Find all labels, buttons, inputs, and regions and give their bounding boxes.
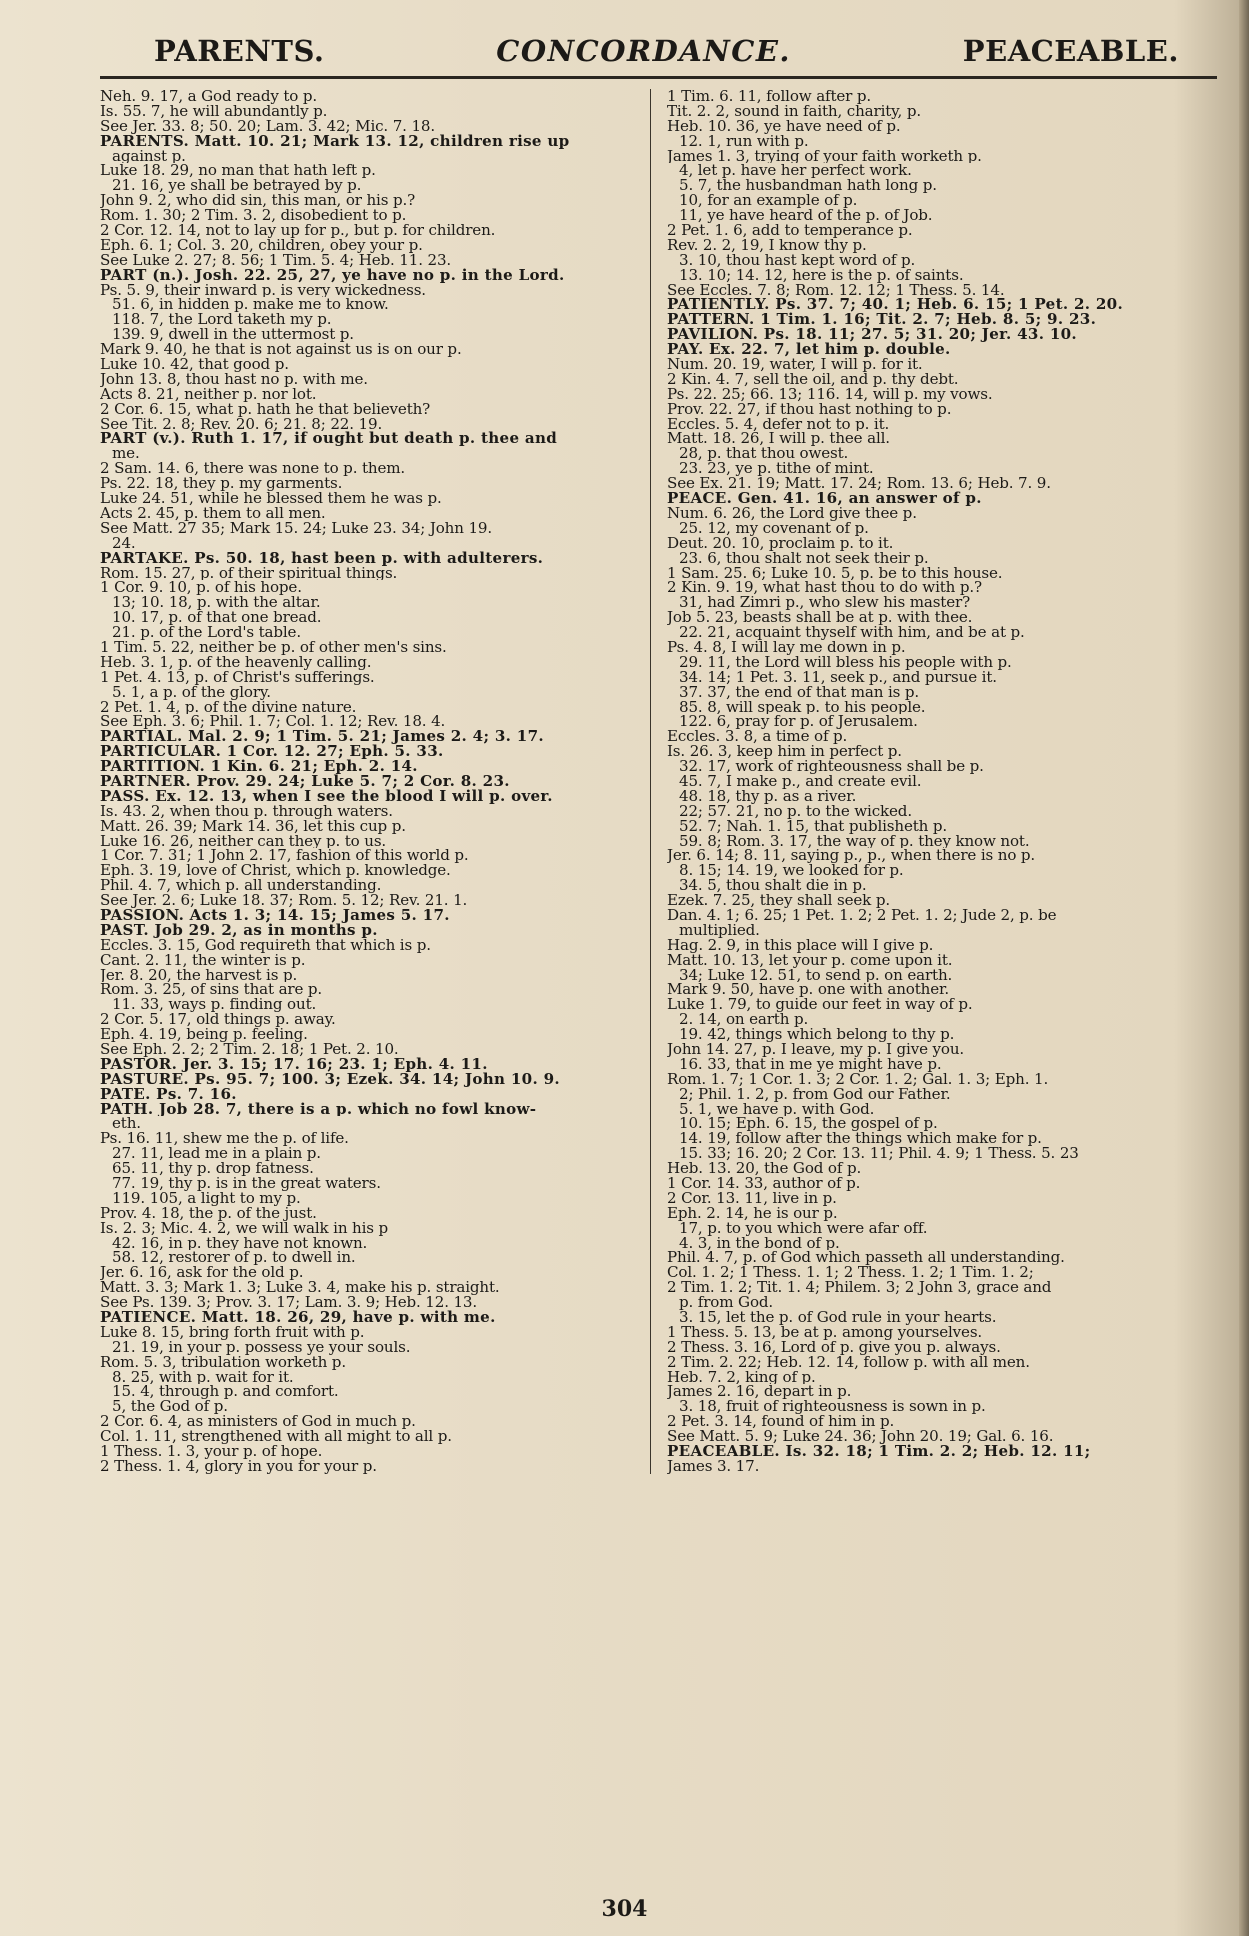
entry-line: Col. 1. 2; 1 Thess. 1. 1; 2 Thess. 1. 2; 1 Tim. 1. 2; — [667, 1265, 1034, 1281]
entry-line: 139. 9, dwell in the uttermost p. — [112, 327, 354, 343]
entry-line: Mark 9. 50, have p. one with another. — [667, 982, 950, 998]
entry-line: 42. 16, in p. they have not known. — [112, 1235, 368, 1251]
entry-line: Rom. 3. 25, of sins that are p. — [100, 982, 323, 998]
entry-line: 2. 14, on earth p. — [679, 1012, 809, 1028]
entry-line: Hag. 2. 9, in this place will I give p. — [667, 937, 934, 953]
entry-line: 2; Phil. 1. 2, p. from God our Father. — [679, 1086, 951, 1102]
entry-line: James 2. 16, depart in p. — [667, 1384, 852, 1400]
entry-line: 4, let p. have her perfect work. — [679, 163, 912, 179]
right-column — [650, 89, 1227, 1474]
entry-line: 1 Tim. 6. 11, follow after p. — [667, 89, 872, 104]
entry-line: Phil. 4. 7, p. of God which passeth all understanding. — [667, 1250, 1065, 1266]
entry-line: 24. — [112, 535, 136, 551]
entry-line: against p. — [112, 148, 186, 164]
entry-line: 13; 10. 18, p. with the altar. — [112, 595, 321, 611]
entry-line: 4. 3, in the bond of p. — [679, 1235, 840, 1251]
entry-line: 15. 33; 16. 20; 2 Cor. 13. 11; Phil. 4. 9; 1 Thess. 5. 23 — [679, 1146, 1079, 1162]
entry-line: Ps. 22. 18, they p. my garments. — [100, 476, 343, 492]
entry-line: 21. 19, in your p. possess ye your souls. — [112, 1339, 411, 1355]
entry-line: 45. 7, I make p., and create evil. — [679, 773, 922, 789]
entry-line: 28, p. that thou owest. — [679, 446, 849, 462]
entry-line: 11. 33, ways p. finding out. — [112, 997, 317, 1013]
entry-line: 77. 19, thy p. is in the great waters. — [112, 1176, 381, 1191]
entry-line: Ps. 16. 11, shew me the p. of life. — [100, 1131, 349, 1147]
entry-line: See Tit. 2. 8; Rev. 20. 6; 21. 8; 22. 19. — [100, 416, 383, 432]
entry-line: Cant. 2. 11, the winter is p. — [100, 952, 306, 968]
header-left-guide-word: PARENTS. — [154, 34, 325, 68]
entry-line: Ps. 5. 9, their inward p. is very wickedness. — [100, 282, 426, 298]
entry-line: Ps. 22. 25; 66. 13; 116. 14, will p. my vows. — [667, 386, 993, 402]
entry-line: Mark 9. 40, he that is not against us is on our p. — [100, 342, 462, 358]
entry-line: 2 Cor. 6. 4, as ministers of God in much p. — [100, 1414, 416, 1430]
entry-line: Jer. 6. 14; 8. 11, saying p., p., when there is no p. — [667, 848, 1036, 864]
entry-line: PATTERN. 1 Tim. 1. 16; Tit. 2. 7; Heb. 8. 5; 9. 23. — [667, 312, 1097, 328]
entry-line: Col. 1. 11, strengthened with all might to all p. — [100, 1429, 452, 1445]
entry-line: Heb. 3. 1, p. of the heavenly calling. — [100, 654, 372, 670]
entry-line: me. — [112, 446, 140, 462]
entry-line: 2 Cor. 6. 15, what p. hath he that believeth? — [100, 401, 431, 417]
entry-line: Neh. 9. 17, a God ready to p. — [100, 89, 318, 104]
entry-line: 2 Sam. 14. 6, there was none to p. them. — [100, 461, 406, 477]
entry-line: 31, had Zimri p., who slew his master? — [679, 595, 971, 611]
entry-line: 34. 14; 1 Pet. 3. 11, seek p., and pursue it. — [679, 669, 997, 685]
entry-line: See Jer. 2. 6; Luke 18. 37; Rom. 5. 12; Rev. 21. 1. — [100, 893, 468, 908]
entry-line: PATIENTLY. Ps. 37. 7; 40. 1; Heb. 6. 15; 1 Pet. 2. 20. — [667, 297, 1124, 313]
entry-line: PARTITION. 1 Kin. 6. 21; Eph. 2. 14. — [100, 759, 418, 774]
entry-line: PATH. Job 28. 7, there is a p. which no fowl know- — [100, 1101, 537, 1117]
entry-line: 11, ye have heard of the p. of Job. — [679, 208, 933, 224]
entry-line: 10. 15; Eph. 6. 15, the gospel of p. — [679, 1116, 938, 1132]
entry-line: 29. 11, the Lord will bless his people with p. — [679, 654, 1012, 670]
entry-line: PAVILION. Ps. 18. 11; 27. 5; 31. 20; Jer. 43. 10. — [667, 327, 1077, 343]
entry-line: 1 Pet. 4. 13, p. of Christ's sufferings. — [100, 669, 375, 685]
entry-line: Deut. 20. 10, proclaim p. to it. — [667, 535, 894, 551]
entry-line: 51. 6, in hidden p. make me to know. — [112, 297, 389, 313]
entry-line: Rom. 1. 30; 2 Tim. 3. 2, disobedient to p. — [100, 208, 407, 224]
entry-line: 8. 25, with p. wait for it. — [112, 1369, 294, 1385]
entry-line: PASTOR. Jer. 3. 15; 17. 16; 23. 1; Eph. 4. 11. — [100, 1056, 488, 1072]
entry-line: Rom. 15. 27, p. of their spiritual things. — [100, 565, 398, 581]
entry-line: 32. 17, work of righteousness shall be p. — [679, 759, 984, 774]
entry-line: 23. 23, ye p. tithe of mint. — [679, 461, 874, 477]
entry-line: PATE. Ps. 7. 16. — [100, 1086, 237, 1102]
entry-line: PEACE. Gen. 41. 16, an answer of p. — [667, 491, 982, 506]
entry-line: Is. 43. 2, when thou p. through waters. — [100, 803, 393, 819]
entry-line: 16. 33, that in me ye might have p. — [679, 1056, 942, 1072]
entry-line: PARTNER. Prov. 29. 24; Luke 5. 7; 2 Cor. 8. 23. — [100, 773, 510, 789]
entry-line: 58. 12, restorer of p. to dwell in. — [112, 1250, 356, 1266]
entry-line: Matt. 26. 39; Mark 14. 36, let this cup p. — [100, 818, 406, 834]
entry-line: 8. 15; 14. 19, we looked for p. — [679, 863, 904, 879]
entry-line: 5. 1, we have p. with God. — [679, 1101, 875, 1117]
entry-line: 22; 57. 21, no p. to the wicked. — [679, 803, 912, 819]
entry-line: Luke 16. 26, neither can they p. to us. — [100, 833, 387, 849]
entry-line: 118. 7, the Lord taketh my p. — [112, 312, 332, 328]
entry-line: Ezek. 7. 25, they shall seek p. — [667, 893, 890, 908]
entry-line: Eph. 4. 19, being p. feeling. — [100, 1027, 308, 1042]
header-title: CONCORDANCE. — [496, 34, 792, 68]
entry-line: Ps. 4. 8, I will lay me down in p. — [667, 639, 906, 655]
entry-line: Rom. 5. 3, tribulation worketh p. — [100, 1354, 346, 1370]
entry-line: John 9. 2, who did sin, this man, or his p.? — [100, 193, 416, 209]
entry-line: 1 Sam. 25. 6; Luke 10. 5, p. be to this house. — [667, 565, 1003, 581]
entry-line: Eccles. 3. 8, a time of p. — [667, 729, 848, 745]
entry-line: Is. 2. 3; Mic. 4. 2, we will walk in his p — [100, 1220, 389, 1236]
entry-line: Phil. 4. 7, which p. all understanding. — [100, 878, 382, 894]
entry-line: Matt. 18. 26, I will p. thee all. — [667, 431, 890, 447]
entry-line: 3. 15, let the p. of God rule in your hearts. — [679, 1310, 997, 1325]
entry-line: 2 Pet. 1. 6, add to temperance p. — [667, 223, 913, 238]
entry-line: PASS. Ex. 12. 13, when I see the blood I will p. over. — [100, 788, 553, 804]
entry-line: 10. 17, p. of that one bread. — [112, 610, 322, 626]
entry-line: James 3. 17. — [667, 1458, 760, 1474]
entry-line: Is. 26. 3, keep him in perfect p. — [667, 744, 902, 760]
entry-line: 5. 1, a p. of the glory. — [112, 684, 271, 700]
entry-line: John 14. 27, p. I leave, my p. I give you. — [667, 1042, 965, 1057]
entry-line: PATIENCE. Matt. 18. 26, 29, have p. with me. — [100, 1310, 496, 1325]
entry-line: See Eccles. 7. 8; Rom. 12. 12; 1 Thess. 5. 14. — [667, 282, 1005, 298]
entry-line: PAY. Ex. 22. 7, let him p. double. — [667, 342, 951, 358]
entry-line: Eccles. 3. 15, God requireth that which is p. — [100, 937, 431, 953]
entry-line: 59. 8; Rom. 3. 17, the way of p. they know not. — [679, 833, 1030, 849]
entry-line: p. from God. — [679, 1295, 774, 1311]
entry-line: 52. 7; Nah. 1. 15, that publisheth p. — [679, 818, 948, 834]
entry-line: 12. 1, run with p. — [679, 133, 809, 149]
entry-line: Acts 2. 45, p. them to all men. — [100, 505, 326, 521]
entry-line: Eph. 6. 1; Col. 3. 20, children, obey your p. — [100, 237, 423, 253]
entry-line: See Eph. 3. 6; Phil. 1. 7; Col. 1. 12; Rev. 18. 4. — [100, 714, 446, 730]
entry-line: 2 Pet. 3. 14, found of him in p. — [667, 1414, 895, 1430]
entry-line: 122. 6, pray for p. of Jerusalem. — [679, 714, 918, 730]
entry-line: Job 5. 23, beasts shall be at p. with thee. — [667, 610, 973, 626]
entry-line: PARTIAL. Mal. 2. 9; 1 Tim. 5. 21; James 2. 4; 3. 17. — [100, 729, 544, 745]
entry-line: See Matt. 27 35; Mark 15. 24; Luke 23. 34; John 19. — [100, 520, 493, 536]
entry-line: PEACEABLE. Is. 32. 18; 1 Tim. 2. 2; Heb. 12. 11; — [667, 1444, 1091, 1459]
entry-line: 2 Cor. 5. 17, old things p. away. — [100, 1012, 336, 1028]
entry-line: 2 Kin. 4. 7, sell the oil, and p. thy debt. — [667, 371, 959, 387]
entry-line: See Ps. 139. 3; Prov. 3. 17; Lam. 3. 9; Heb. 12. 13. — [100, 1295, 478, 1311]
entry-line: Luke 1. 79, to guide our feet in way of p. — [667, 997, 973, 1013]
entry-line: PASTURE. Ps. 95. 7; 100. 3; Ezek. 34. 14; John 10. 9. — [100, 1071, 560, 1087]
entry-line: Eph. 3. 19, love of Christ, which p. knowledge. — [100, 863, 451, 879]
entry-line: Jer. 8. 20, the harvest is p. — [100, 967, 298, 983]
entry-line: 25. 12, my covenant of p. — [679, 520, 869, 536]
entry-line: Luke 10. 42, that good p. — [100, 357, 289, 372]
entry-line: eth. — [112, 1116, 141, 1132]
book-spine-shadow — [1239, 0, 1249, 1936]
entry-line: Is. 55. 7, he will abundantly p. — [100, 103, 328, 119]
entry-line: Jer. 6. 16, ask for the old p. — [100, 1265, 304, 1281]
entry-line: Rev. 2. 2, 19, I know thy p. — [667, 237, 867, 253]
running-header — [100, 34, 1227, 68]
entry-line: 1 Cor. 14. 33, author of p. — [667, 1176, 861, 1191]
entry-line: 2 Cor. 13. 11, live in p. — [667, 1190, 837, 1206]
entry-line: 10, for an example of p. — [679, 193, 858, 209]
entry-line: Eph. 2. 14, he is our p. — [667, 1205, 838, 1221]
entry-line: PART (n.). Josh. 22. 25, 27, ye have no p. in the Lord. — [100, 267, 565, 283]
entry-line: James 1. 3, trying of your faith worketh p. — [667, 148, 982, 164]
entry-line: 5. 7, the husbandman hath long p. — [679, 178, 937, 194]
entry-line: 13. 10; 14. 12, here is the p. of saints. — [679, 267, 964, 283]
entry-line: PASSION. Acts 1. 3; 14. 15; James 5. 17. — [100, 907, 450, 923]
entry-line: 2 Cor. 12. 14, not to lay up for p., but p. for children. — [100, 223, 496, 238]
entry-line: Luke 8. 15, bring forth fruit with p. — [100, 1324, 365, 1340]
entry-line: Rom. 1. 7; 1 Cor. 1. 3; 2 Cor. 1. 2; Gal. 1. 3; Eph. 1. — [667, 1071, 1049, 1087]
entry-line: Heb. 7. 2, king of p. — [667, 1369, 816, 1385]
entry-line: See Jer. 33. 8; 50. 20; Lam. 3. 42; Mic. 7. 18. — [100, 118, 436, 134]
entry-line: 2 Kin. 9. 19, what hast thou to do with p.? — [667, 580, 982, 596]
entry-line: 2 Tim. 2. 22; Heb. 12. 14, follow p. with all men. — [667, 1354, 1030, 1370]
entry-line: 1 Tim. 5. 22, neither be p. of other men's sins. — [100, 639, 447, 655]
entry-line: PARTAKE. Ps. 50. 18, hast been p. with adulterers. — [100, 550, 544, 566]
entry-line: Heb. 10. 36, ye have need of p. — [667, 118, 901, 134]
entry-line: Num. 6. 26, the Lord give thee p. — [667, 505, 917, 521]
entry-line: See Eph. 2. 2; 2 Tim. 2. 18; 1 Pet. 2. 10. — [100, 1042, 399, 1057]
entry-line: 3. 10, thou hast kept word of p. — [679, 252, 916, 268]
entry-line: 21. 16, ye shall be betrayed by p. — [112, 178, 362, 194]
entry-line: Luke 24. 51, while he blessed them he was p. — [100, 491, 442, 506]
header-rule — [100, 76, 1217, 79]
entry-line: 1 Thess. 5. 13, be at p. among yourselves. — [667, 1324, 983, 1340]
entry-line: PART (v.). Ruth 1. 17, if ought but death p. thee and — [100, 431, 558, 447]
entry-line: Num. 20. 19, water, I will p. for it. — [667, 357, 923, 372]
entry-line: PARTICULAR. 1 Cor. 12. 27; Eph. 5. 33. — [100, 744, 444, 760]
entry-line: 27. 11, lead me in a plain p. — [112, 1146, 321, 1162]
entry-line: Acts 8. 21, neither p. nor lot. — [100, 386, 317, 402]
entry-line: 85. 8, will speak p. to his people. — [679, 699, 926, 715]
entry-line: 2 Thess. 3. 16, Lord of p. give you p. always. — [667, 1339, 1001, 1355]
entry-line: 19. 42, things which belong to thy p. — [679, 1027, 955, 1042]
entry-line: 15. 4, through p. and comfort. — [112, 1384, 339, 1400]
entry-line: See Luke 2. 27; 8. 56; 1 Tim. 5. 4; Heb. 11. 23. — [100, 252, 452, 268]
entry-line: 14. 19, follow after the things which make for p. — [679, 1131, 1042, 1147]
entry-line: See Matt. 5. 9; Luke 24. 36; John 20. 19; Gal. 6. 16. — [667, 1429, 1054, 1445]
entry-line: 2 Tim. 1. 2; Tit. 1. 4; Philem. 3; 2 John 3, grace and — [667, 1280, 1052, 1296]
entry-line: 2 Thess. 1. 4, glory in you for your p. — [100, 1458, 377, 1474]
entry-line: PAST. Job 29. 2, as in months p. — [100, 922, 378, 938]
entry-line: 1 Cor. 9. 10, p. of his hope. — [100, 580, 302, 596]
entry-line: 34. 5, thou shalt die in p. — [679, 878, 867, 894]
entry-line: 119. 105, a light to my p. — [112, 1190, 301, 1206]
left-column — [100, 89, 650, 1474]
entry-line: multiplied. — [679, 922, 760, 938]
entry-line: Luke 18. 29, no man that hath left p. — [100, 163, 376, 179]
entry-line: Matt. 10. 13, let your p. come upon it. — [667, 952, 953, 968]
entry-line: Heb. 13. 20, the God of p. — [667, 1161, 862, 1177]
entry-line: PARENTS. Matt. 10. 21; Mark 13. 12, children rise up — [100, 133, 570, 149]
entry-line: 65. 11, thy p. drop fatness. — [112, 1161, 314, 1177]
entry-line: Matt. 3. 3; Mark 1. 3; Luke 3. 4, make his p. straight. — [100, 1280, 500, 1296]
entry-line: Dan. 4. 1; 6. 25; 1 Pet. 1. 2; 2 Pet. 1. 2; Jude 2, p. be — [667, 907, 1057, 923]
page-number: 304 — [601, 1896, 648, 1922]
entry-line: Prov. 22. 27, if thou hast nothing to p. — [667, 401, 952, 417]
entry-line: 48. 18, thy p. as a river. — [679, 788, 857, 804]
entry-line: 1 Cor. 7. 31; 1 John 2. 17, fashion of this world p. — [100, 848, 469, 864]
entry-line: 34; Luke 12. 51, to send p. on earth. — [679, 967, 953, 983]
entry-line: Prov. 4. 18, the p. of the just. — [100, 1205, 317, 1221]
entry-line: 37. 37, the end of that man is p. — [679, 684, 920, 700]
entry-line: 2 Pet. 1. 4, p. of the divine nature. — [100, 699, 357, 715]
header-right-guide-word: PEACEABLE. — [962, 34, 1179, 68]
entry-line: Eccles. 5. 4, defer not to p. it. — [667, 416, 890, 432]
entry-line: 5, the God of p. — [112, 1399, 228, 1415]
entry-line: 17, p. to you which were afar off. — [679, 1220, 928, 1236]
entry-line: John 13. 8, thou hast no p. with me. — [100, 371, 368, 387]
entry-line: 21. p. of the Lord's table. — [112, 625, 301, 640]
entry-line: 22. 21, acquaint thyself with him, and be at p. — [679, 625, 1025, 640]
two-column-body — [100, 89, 1227, 1474]
entry-line: 23. 6, thou shalt not seek their p. — [679, 550, 929, 566]
entry-line: See Ex. 21. 19; Matt. 17. 24; Rom. 13. 6; Heb. 7. 9. — [667, 476, 1051, 492]
entry-line: 1 Thess. 1. 3, your p. of hope. — [100, 1444, 323, 1459]
entry-line: Tit. 2. 2, sound in faith, charity, p. — [667, 103, 921, 119]
entry-line: 3. 18, fruit of righteousness is sown in p. — [679, 1399, 986, 1415]
